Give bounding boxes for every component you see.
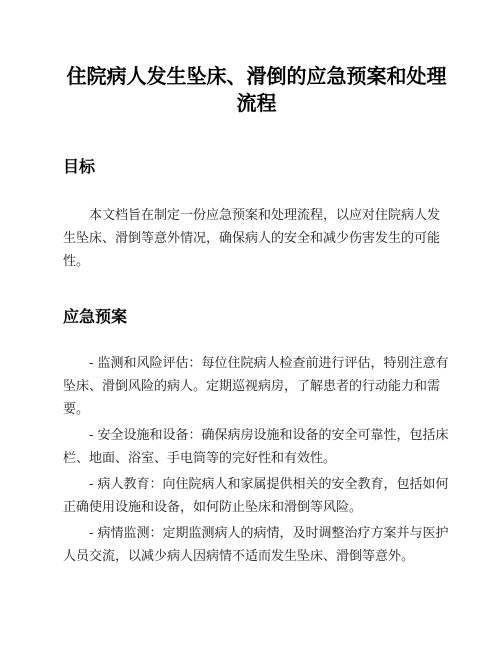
plan-list: [63, 352, 450, 568]
plan-item-patient-education: - 病人教育：向住院病人和家属提供相关的安全教育，包括如何正确使用设施和设备，如何防止坠床和滑倒等风险。: [63, 477, 449, 515]
document-title: 住院病人发生坠床、滑倒的应急预案和处理流程: [66, 64, 447, 115]
section-heading-plan: 应急预案: [63, 307, 128, 326]
plan-item-condition-monitoring: - 病情监测：定期监测病人的病情，及时调整治疗方案并与医护人员交流，以减少病人因病情不适而发生坠床、滑倒等意外。: [63, 526, 449, 564]
plan-item-risk-assessment: - 监测和风险评估：每位住院病人检查前进行评估，特别注意有坠床、滑倒风险的病人。定期巡视病房，了解患者的行动能力和需要。: [63, 356, 449, 417]
section-heading-goal: 目标: [63, 157, 96, 176]
goal-paragraph: 本文档旨在制定一份应急预案和处理流程，以应对住院病人发生坠床、滑倒等意外情况，确保病人的安全和减少伤害发生的可能性。: [63, 208, 441, 269]
plan-item-safety-facilities: - 安全设施和设备：确保病房设施和设备的安全可靠性，包括床栏、地面、浴室、手电筒等的完好性和有效性。: [63, 428, 449, 466]
